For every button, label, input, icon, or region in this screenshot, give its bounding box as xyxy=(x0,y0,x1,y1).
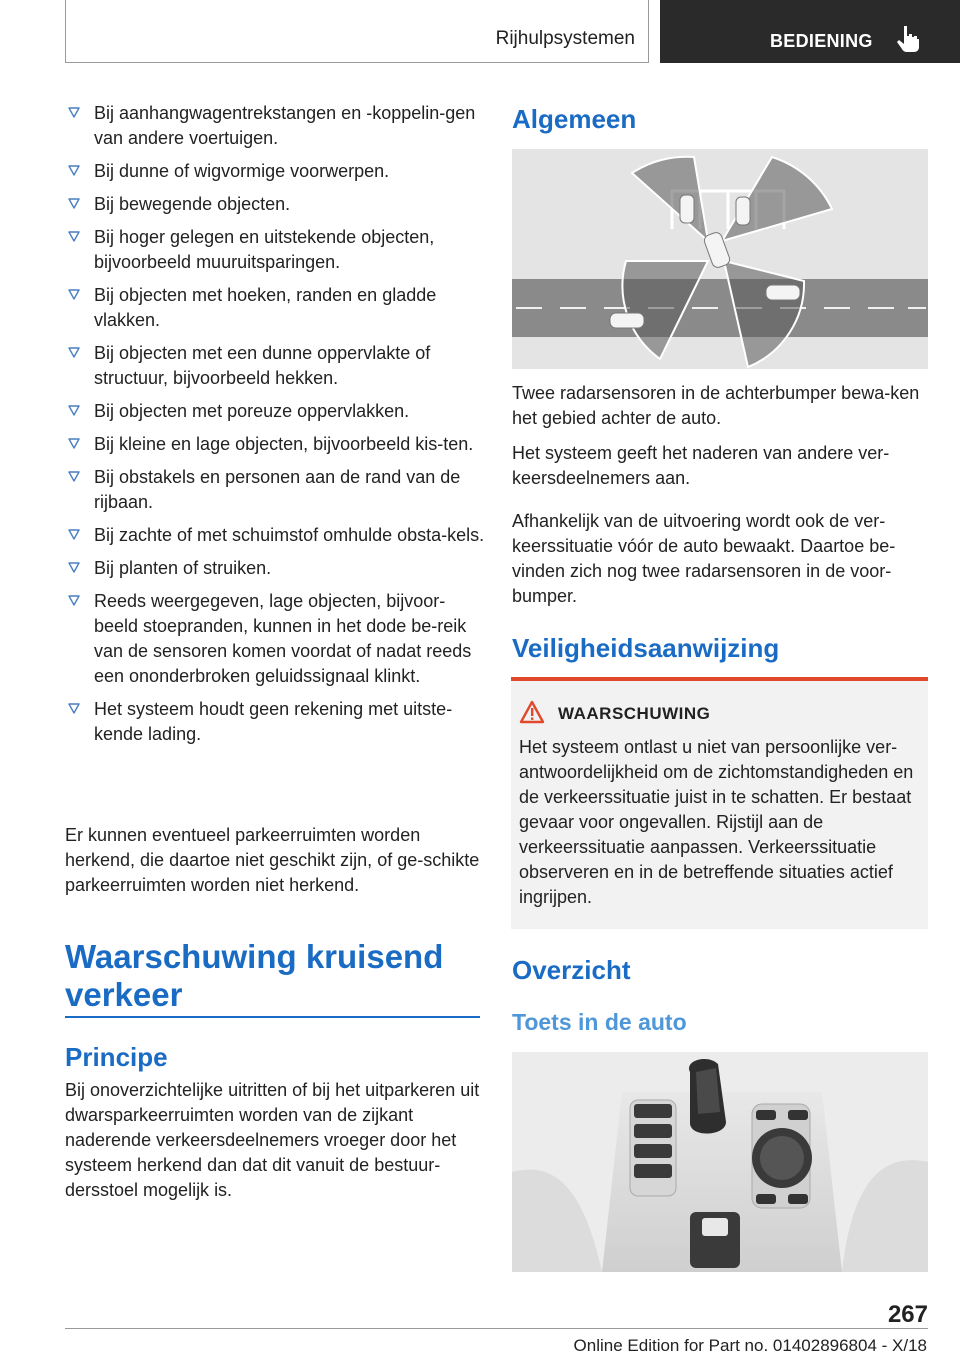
bullet-triangle-icon xyxy=(67,105,81,119)
list-item-text: Bij objecten met een dunne oppervlakte of structuur, bijvoorbeeld hekken. xyxy=(94,343,431,388)
list-item-text: Bij zachte of met schuimstof omhulde obsta-kels. xyxy=(94,525,485,545)
general-paragraph-3: Afhankelijk van de uitvoering wordt ook de ver-keerssituatie vóór de auto bewaakt. Daartoe be-vinden zich nog twee radarsensoren in de voor-bumper. xyxy=(512,511,896,606)
bullet-triangle-icon xyxy=(67,163,81,177)
closing-paragraph: Er kunnen eventueel parkeerruimten worden herkend, die daartoe niet geschikt zijn, of ge-schikte parkeerruimten worden niet herkend. xyxy=(65,825,480,895)
principle-paragraph: Bij onoverzichtelijke uitritten of bij het uitparkeren uit dwarsparkeerruimten worden van de zijkant naderende verkeersdeelnemers vroeger door het systeem herkend dan dat dit vanuit de bestuur-dersstoel mogelijk is. xyxy=(65,1080,480,1200)
bullet-triangle-icon xyxy=(67,229,81,243)
bullet-triangle-icon xyxy=(67,345,81,359)
section-divider xyxy=(65,1016,480,1018)
list-item xyxy=(65,399,485,424)
list-item xyxy=(65,697,485,747)
list-item xyxy=(65,159,485,184)
warning-title: WAARSCHUWING xyxy=(558,704,711,723)
chapter-title: BEDIENING xyxy=(770,31,873,51)
bullet-triangle-icon xyxy=(67,436,81,450)
warning-top-bar xyxy=(511,677,928,681)
list-item-text: Bij dunne of wigvormige voorwerpen. xyxy=(94,161,390,181)
general-heading: Algemeen xyxy=(512,104,637,134)
center-console-illustration xyxy=(512,1052,928,1272)
general-paragraph-1: Twee radarsensoren in de achterbumper bewa-ken het gebied achter de auto. xyxy=(512,383,920,428)
warning-triangle-icon xyxy=(519,700,545,724)
list-item-text: Bij bewegende objecten. xyxy=(94,194,291,214)
page-number: 267 xyxy=(887,1301,928,1328)
list-item xyxy=(65,523,485,548)
bullet-triangle-icon xyxy=(67,403,81,417)
radar-coverage-illustration xyxy=(512,149,928,369)
bullet-triangle-icon xyxy=(67,560,81,574)
edition-info: Online Edition for Part no. 01402896804 - X/18 xyxy=(573,1336,927,1355)
list-item-text: Het systeem houdt geen rekening met uitste-kende lading. xyxy=(94,699,453,744)
list-item xyxy=(65,432,485,457)
hand-pointer-icon xyxy=(896,24,922,52)
list-item-text: Bij objecten met hoeken, randen en gladde vlakken. xyxy=(94,285,437,330)
footer-divider xyxy=(65,1328,928,1329)
safety-heading: Veiligheidsaanwijzing xyxy=(512,633,780,663)
list-item-text: Bij aanhangwagentrekstangen en -koppelin-gen van andere voertuigen. xyxy=(94,103,476,148)
general-paragraph-2: Het systeem geeft het naderen van andere ver-keersdeelnemers aan. xyxy=(512,443,890,488)
list-item-text: Bij obstakels en personen aan de rand van de rijbaan. xyxy=(94,467,461,512)
list-item-text: Reeds weergegeven, lage objecten, bijvoor-beeld stoepranden, kunnen in het dode be-reik van de sensoren komen voordat of nadat reeds een ononderbroken geluidssignaal klinkt. xyxy=(94,591,472,686)
list-item xyxy=(65,589,485,689)
list-item-text: Bij hoger gelegen en uitstekende objecten, bijvoorbeeld muuruitsparingen. xyxy=(94,227,435,272)
bullet-triangle-icon xyxy=(67,287,81,301)
bullet-triangle-icon xyxy=(67,196,81,210)
list-item-text: Bij planten of struiken. xyxy=(94,558,272,578)
list-item xyxy=(65,556,485,581)
section-title: Rijhulpsystemen xyxy=(495,28,635,49)
list-item xyxy=(65,341,485,391)
list-item-text: Bij kleine en lage objecten, bijvoorbeeld kis-ten. xyxy=(94,434,474,454)
principle-heading: Principe xyxy=(65,1042,168,1072)
button-in-car-heading: Toets in de auto xyxy=(512,1009,687,1035)
bullet-triangle-icon xyxy=(67,593,81,607)
list-item xyxy=(65,283,485,333)
bullet-triangle-icon xyxy=(67,701,81,715)
list-item xyxy=(65,465,485,515)
list-item xyxy=(65,101,485,151)
list-item-text: Bij objecten met poreuze oppervlakken. xyxy=(94,401,410,421)
list-item xyxy=(65,225,485,275)
section-heading-cross-traffic: Waarschuwing kruisend verkeer xyxy=(65,938,444,1013)
list-item xyxy=(65,192,485,217)
bullet-triangle-icon xyxy=(67,527,81,541)
bullet-triangle-icon xyxy=(67,469,81,483)
warning-text: Het systeem ontlast u niet van persoonlijke ver-antwoordelijkheid om de zichtomstandigheden en de verkeerssituatie juist in te schatten. Er bestaat gevaar voor ongevallen. Rijstijl aan de verkeerssituatie aanpassen. Verkeerssituatie observeren en in de betreffende situaties actief ingrijpen. xyxy=(519,737,914,907)
overview-heading: Overzicht xyxy=(512,955,631,985)
limitations-list xyxy=(65,101,485,755)
